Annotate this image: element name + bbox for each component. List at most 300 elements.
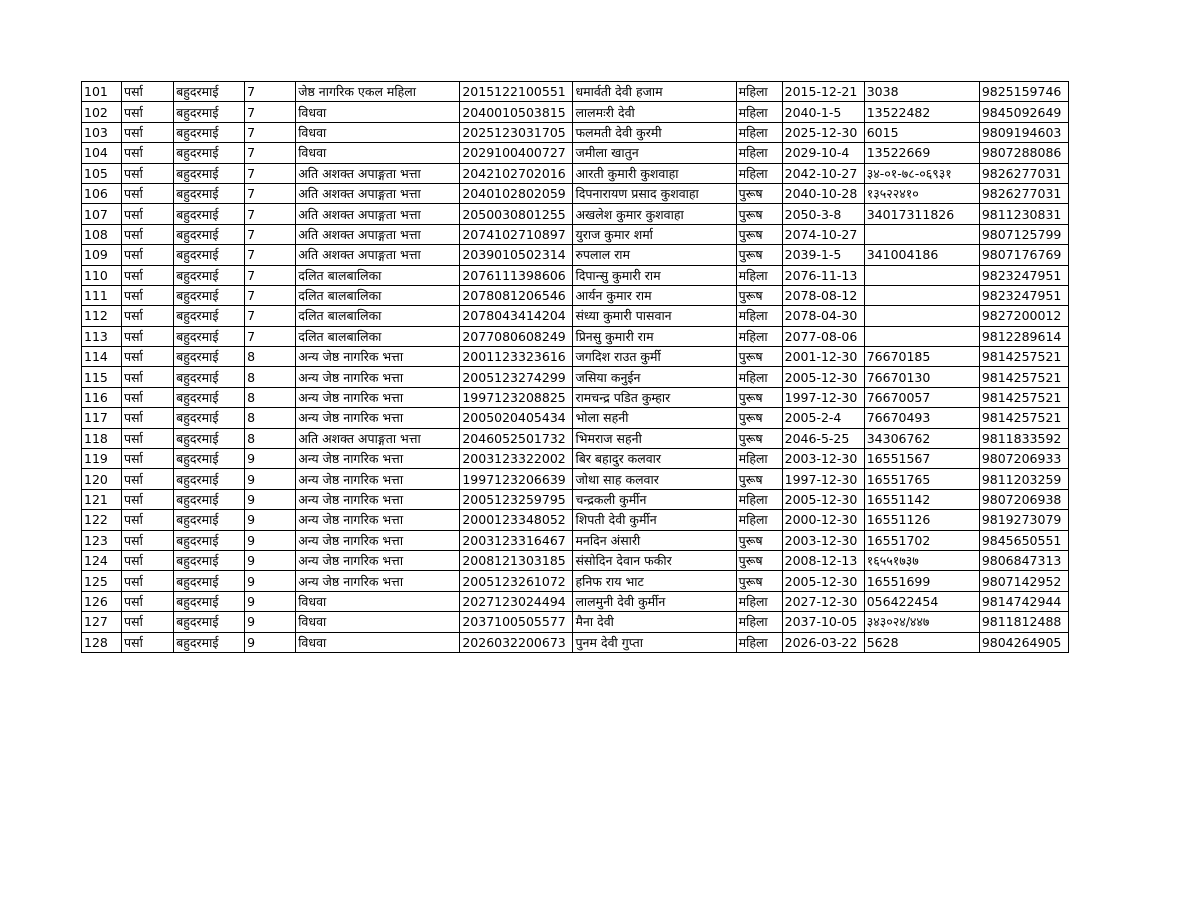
allowance-type-cell: विधवा (296, 122, 460, 142)
ward-number-cell: 7 (245, 183, 296, 203)
serial-number-cell: 103 (82, 122, 122, 142)
district-cell: पर्सा (122, 122, 174, 142)
phone-number-cell: 9806847313 (979, 550, 1068, 570)
phone-number-cell: 9811203259 (979, 469, 1068, 489)
serial-number-cell: 127 (82, 612, 122, 632)
district-cell: पर्सा (122, 102, 174, 122)
table-row (82, 163, 1069, 183)
table-row (82, 550, 1069, 570)
allowance-type-cell: अन्य जेष्ठ नागरिक भत्ता (296, 550, 460, 570)
date-cell: 2029-10-4 (782, 143, 864, 163)
certificate-number-cell: 6015 (864, 122, 979, 142)
certificate-number-cell: 76670057 (864, 387, 979, 407)
gender-cell: महिला (736, 306, 782, 326)
municipality-cell: बहुदरमाई (174, 367, 245, 387)
phone-number-cell: 9807206933 (979, 449, 1068, 469)
phone-number-cell: 9812289614 (979, 326, 1068, 346)
date-cell: 2039-1-5 (782, 245, 864, 265)
date-cell: 2074-10-27 (782, 224, 864, 244)
date-cell: 2003-12-30 (782, 449, 864, 469)
serial-number-cell: 121 (82, 489, 122, 509)
beneficiary-name-cell: भोला सहनी (573, 408, 736, 428)
municipality-cell: बहुदरमाई (174, 591, 245, 611)
phone-number-cell: 9814257521 (979, 367, 1068, 387)
serial-number-cell: 120 (82, 469, 122, 489)
date-cell: 2040-1-5 (782, 102, 864, 122)
beneficiary-name-cell: मनदिन अंसारी (573, 530, 736, 550)
gender-cell: पुरूष (736, 387, 782, 407)
id-number-cell: 2026032200673 (460, 632, 573, 652)
municipality-cell: बहुदरमाई (174, 285, 245, 305)
table-row (82, 449, 1069, 469)
date-cell: 2001-12-30 (782, 347, 864, 367)
allowance-type-cell: अन्य जेष्ठ नागरिक भत्ता (296, 510, 460, 530)
district-cell: पर्सा (122, 449, 174, 469)
serial-number-cell: 111 (82, 285, 122, 305)
ward-number-cell: 7 (245, 82, 296, 102)
municipality-cell: बहुदरमाई (174, 449, 245, 469)
certificate-number-cell: १६५५१७३७ (864, 550, 979, 570)
date-cell: 2078-04-30 (782, 306, 864, 326)
date-cell: 2005-12-30 (782, 367, 864, 387)
district-cell: पर्सा (122, 612, 174, 632)
serial-number-cell: 102 (82, 102, 122, 122)
certificate-number-cell: ३४-०१-७८-०६९३१ (864, 163, 979, 183)
date-cell: 2040-10-28 (782, 183, 864, 203)
serial-number-cell: 105 (82, 163, 122, 183)
allowance-type-cell: विधवा (296, 102, 460, 122)
allowance-type-cell: अन्य जेष्ठ नागरिक भत्ता (296, 408, 460, 428)
district-cell: पर्सा (122, 326, 174, 346)
phone-number-cell: 9807206938 (979, 489, 1068, 509)
beneficiary-name-cell: रुपलाल राम (573, 245, 736, 265)
allowance-type-cell: अति अशक्त अपाङ्गता भत्ता (296, 428, 460, 448)
allowance-type-cell: जेष्ठ नागरिक एकल महिला (296, 82, 460, 102)
district-cell: पर्सा (122, 285, 174, 305)
phone-number-cell: 9814742944 (979, 591, 1068, 611)
id-number-cell: 2005123259795 (460, 489, 573, 509)
phone-number-cell: 9811812488 (979, 612, 1068, 632)
id-number-cell: 2029100400727 (460, 143, 573, 163)
ward-number-cell: 7 (245, 122, 296, 142)
table-row (82, 285, 1069, 305)
id-number-cell: 2037100505577 (460, 612, 573, 632)
serial-number-cell: 117 (82, 408, 122, 428)
certificate-number-cell (864, 265, 979, 285)
phone-number-cell: 9807125799 (979, 224, 1068, 244)
table-row (82, 265, 1069, 285)
municipality-cell: बहुदरमाई (174, 408, 245, 428)
table-row (82, 224, 1069, 244)
phone-number-cell: 9804264905 (979, 632, 1068, 652)
certificate-number-cell (864, 306, 979, 326)
municipality-cell: बहुदरमाई (174, 224, 245, 244)
table-row (82, 347, 1069, 367)
beneficiary-name-cell: संसोदिन देवान फकीर (573, 550, 736, 570)
municipality-cell: बहुदरमाई (174, 469, 245, 489)
municipality-cell: बहुदरमाई (174, 326, 245, 346)
certificate-number-cell: 34017311826 (864, 204, 979, 224)
certificate-number-cell: 056422454 (864, 591, 979, 611)
ward-number-cell: 8 (245, 408, 296, 428)
municipality-cell: बहुदरमाई (174, 143, 245, 163)
serial-number-cell: 118 (82, 428, 122, 448)
allowance-type-cell: अन्य जेष्ठ नागरिक भत्ता (296, 469, 460, 489)
serial-number-cell: 101 (82, 82, 122, 102)
district-cell: पर्सा (122, 143, 174, 163)
certificate-number-cell: 16551702 (864, 530, 979, 550)
gender-cell: महिला (736, 591, 782, 611)
beneficiary-name-cell: पुनम देवी गुप्ता (573, 632, 736, 652)
certificate-number-cell (864, 285, 979, 305)
date-cell: 2015-12-21 (782, 82, 864, 102)
serial-number-cell: 109 (82, 245, 122, 265)
gender-cell: महिला (736, 449, 782, 469)
certificate-number-cell: 16551142 (864, 489, 979, 509)
ward-number-cell: 9 (245, 469, 296, 489)
table-row (82, 632, 1069, 652)
phone-number-cell: 9845092649 (979, 102, 1068, 122)
id-number-cell: 1997123208825 (460, 387, 573, 407)
certificate-number-cell: 16551567 (864, 449, 979, 469)
date-cell: 2026-03-22 (782, 632, 864, 652)
ward-number-cell: 7 (245, 285, 296, 305)
ward-number-cell: 8 (245, 367, 296, 387)
municipality-cell: बहुदरमाई (174, 550, 245, 570)
serial-number-cell: 125 (82, 571, 122, 591)
district-cell: पर्सा (122, 550, 174, 570)
beneficiary-name-cell: भिमराज सहनी (573, 428, 736, 448)
municipality-cell: बहुदरमाई (174, 122, 245, 142)
serial-number-cell: 119 (82, 449, 122, 469)
beneficiary-name-cell: युराज कुमार शर्मा (573, 224, 736, 244)
date-cell: 2005-12-30 (782, 571, 864, 591)
municipality-cell: बहुदरमाई (174, 347, 245, 367)
beneficiary-table (81, 81, 1069, 653)
date-cell: 2025-12-30 (782, 122, 864, 142)
date-cell: 1997-12-30 (782, 387, 864, 407)
certificate-number-cell: 16551699 (864, 571, 979, 591)
date-cell: 2005-2-4 (782, 408, 864, 428)
certificate-number-cell: 76670493 (864, 408, 979, 428)
gender-cell: महिला (736, 163, 782, 183)
serial-number-cell: 122 (82, 510, 122, 530)
table-row (82, 245, 1069, 265)
municipality-cell: बहुदरमाई (174, 204, 245, 224)
district-cell: पर्सा (122, 469, 174, 489)
ward-number-cell: 7 (245, 163, 296, 183)
gender-cell: महिला (736, 326, 782, 346)
district-cell: पर्सा (122, 571, 174, 591)
phone-number-cell: 9826277031 (979, 183, 1068, 203)
beneficiary-name-cell: प्रिनसु कुमारी राम (573, 326, 736, 346)
beneficiary-name-cell: लालमुनी देवी कुर्मीन (573, 591, 736, 611)
ward-number-cell: 8 (245, 387, 296, 407)
municipality-cell: बहुदरमाई (174, 265, 245, 285)
district-cell: पर्सा (122, 82, 174, 102)
ward-number-cell: 9 (245, 489, 296, 509)
beneficiary-name-cell: चन्द्रकली कुर्मीन (573, 489, 736, 509)
serial-number-cell: 115 (82, 367, 122, 387)
ward-number-cell: 8 (245, 347, 296, 367)
gender-cell: महिला (736, 367, 782, 387)
gender-cell: पुरूष (736, 469, 782, 489)
beneficiary-name-cell: जोथा साह कलवार (573, 469, 736, 489)
phone-number-cell: 9814257521 (979, 347, 1068, 367)
id-number-cell: 2039010502314 (460, 245, 573, 265)
date-cell: 2000-12-30 (782, 510, 864, 530)
table-body (82, 82, 1069, 653)
phone-number-cell: 9819273079 (979, 510, 1068, 530)
id-number-cell: 2040102802059 (460, 183, 573, 203)
allowance-type-cell: अन्य जेष्ठ नागरिक भत्ता (296, 530, 460, 550)
allowance-type-cell: अति अशक्त अपाङ्गता भत्ता (296, 245, 460, 265)
table-row (82, 510, 1069, 530)
serial-number-cell: 112 (82, 306, 122, 326)
ward-number-cell: 9 (245, 591, 296, 611)
beneficiary-name-cell: जगदिश राउत कुर्मी (573, 347, 736, 367)
gender-cell: पुरूष (736, 285, 782, 305)
gender-cell: महिला (736, 265, 782, 285)
district-cell: पर्सा (122, 530, 174, 550)
municipality-cell: बहुदरमाई (174, 245, 245, 265)
municipality-cell: बहुदरमाई (174, 428, 245, 448)
ward-number-cell: 7 (245, 102, 296, 122)
beneficiary-name-cell: दिपनारायण प्रसाद कुशवाहा (573, 183, 736, 203)
serial-number-cell: 124 (82, 550, 122, 570)
beneficiary-name-cell: लालमःरी देवी (573, 102, 736, 122)
date-cell: 2037-10-05 (782, 612, 864, 632)
id-number-cell: 2076111398606 (460, 265, 573, 285)
municipality-cell: बहुदरमाई (174, 387, 245, 407)
beneficiary-name-cell: हनिफ राय भाट (573, 571, 736, 591)
municipality-cell: बहुदरमाई (174, 530, 245, 550)
municipality-cell: बहुदरमाई (174, 183, 245, 203)
certificate-number-cell: 16551126 (864, 510, 979, 530)
allowance-type-cell: दलित बालबालिका (296, 306, 460, 326)
district-cell: पर्सा (122, 489, 174, 509)
id-number-cell: 2005123274299 (460, 367, 573, 387)
table-row (82, 143, 1069, 163)
serial-number-cell: 104 (82, 143, 122, 163)
phone-number-cell: 9811230831 (979, 204, 1068, 224)
allowance-type-cell: अति अशक्त अपाङ्गता भत्ता (296, 163, 460, 183)
gender-cell: महिला (736, 82, 782, 102)
allowance-type-cell: अन्य जेष्ठ नागरिक भत्ता (296, 449, 460, 469)
date-cell: 1997-12-30 (782, 469, 864, 489)
ward-number-cell: 7 (245, 326, 296, 346)
date-cell: 2076-11-13 (782, 265, 864, 285)
allowance-type-cell: अन्य जेष्ठ नागरिक भत्ता (296, 571, 460, 591)
allowance-type-cell: अति अशक्त अपाङ्गता भत्ता (296, 204, 460, 224)
municipality-cell: बहुदरमाई (174, 571, 245, 591)
ward-number-cell: 9 (245, 612, 296, 632)
allowance-type-cell: विधवा (296, 632, 460, 652)
date-cell: 2077-08-06 (782, 326, 864, 346)
gender-cell: पुरूष (736, 183, 782, 203)
id-number-cell: 2003123316467 (460, 530, 573, 550)
date-cell: 2008-12-13 (782, 550, 864, 570)
table-row (82, 102, 1069, 122)
district-cell: पर्सा (122, 306, 174, 326)
phone-number-cell: 9823247951 (979, 285, 1068, 305)
allowance-type-cell: विधवा (296, 143, 460, 163)
phone-number-cell: 9809194603 (979, 122, 1068, 142)
gender-cell: महिला (736, 122, 782, 142)
table-row (82, 122, 1069, 142)
gender-cell: महिला (736, 143, 782, 163)
certificate-number-cell: 5628 (864, 632, 979, 652)
date-cell: 2050-3-8 (782, 204, 864, 224)
serial-number-cell: 123 (82, 530, 122, 550)
gender-cell: महिला (736, 489, 782, 509)
gender-cell: महिला (736, 510, 782, 530)
beneficiary-name-cell: आरती कुमारी कुशवाहा (573, 163, 736, 183)
serial-number-cell: 126 (82, 591, 122, 611)
gender-cell: पुरूष (736, 571, 782, 591)
phone-number-cell: 9807142952 (979, 571, 1068, 591)
id-number-cell: 2025123031705 (460, 122, 573, 142)
id-number-cell: 2078081206546 (460, 285, 573, 305)
table-row (82, 326, 1069, 346)
gender-cell: पुरूष (736, 347, 782, 367)
beneficiary-name-cell: धमार्वती देवी हजाम (573, 82, 736, 102)
municipality-cell: बहुदरमाई (174, 102, 245, 122)
phone-number-cell: 9814257521 (979, 387, 1068, 407)
phone-number-cell: 9807288086 (979, 143, 1068, 163)
table-row (82, 183, 1069, 203)
date-cell: 2003-12-30 (782, 530, 864, 550)
ward-number-cell: 8 (245, 428, 296, 448)
allowance-type-cell: दलित बालबालिका (296, 326, 460, 346)
gender-cell: पुरूष (736, 428, 782, 448)
certificate-number-cell: 13522669 (864, 143, 979, 163)
district-cell: पर्सा (122, 591, 174, 611)
certificate-number-cell (864, 224, 979, 244)
district-cell: पर्सा (122, 204, 174, 224)
gender-cell: पुरूष (736, 204, 782, 224)
serial-number-cell: 108 (82, 224, 122, 244)
gender-cell: पुरूष (736, 550, 782, 570)
id-number-cell: 2001123323616 (460, 347, 573, 367)
beneficiary-name-cell: रामचन्द्र पडित कुम्हार (573, 387, 736, 407)
beneficiary-name-cell: जसिया कनुईन (573, 367, 736, 387)
table-row (82, 469, 1069, 489)
table-row (82, 612, 1069, 632)
date-cell: 2005-12-30 (782, 489, 864, 509)
table-row (82, 428, 1069, 448)
district-cell: पर्सा (122, 245, 174, 265)
serial-number-cell: 106 (82, 183, 122, 203)
beneficiary-name-cell: फलमती देवी कुरमी (573, 122, 736, 142)
district-cell: पर्सा (122, 183, 174, 203)
phone-number-cell: 9825159746 (979, 82, 1068, 102)
ward-number-cell: 7 (245, 306, 296, 326)
ward-number-cell: 9 (245, 632, 296, 652)
ward-number-cell: 7 (245, 224, 296, 244)
table-row (82, 489, 1069, 509)
municipality-cell: बहुदरमाई (174, 489, 245, 509)
table-row (82, 306, 1069, 326)
certificate-number-cell: 34306762 (864, 428, 979, 448)
serial-number-cell: 116 (82, 387, 122, 407)
id-number-cell: 2003123322002 (460, 449, 573, 469)
id-number-cell: 2040010503815 (460, 102, 573, 122)
date-cell: 2046-5-25 (782, 428, 864, 448)
municipality-cell: बहुदरमाई (174, 632, 245, 652)
district-cell: पर्सा (122, 387, 174, 407)
id-number-cell: 2000123348052 (460, 510, 573, 530)
allowance-type-cell: दलित बालबालिका (296, 285, 460, 305)
certificate-number-cell: 3038 (864, 82, 979, 102)
phone-number-cell: 9823247951 (979, 265, 1068, 285)
serial-number-cell: 110 (82, 265, 122, 285)
ward-number-cell: 7 (245, 204, 296, 224)
id-number-cell: 2050030801255 (460, 204, 573, 224)
allowance-type-cell: विधवा (296, 591, 460, 611)
table-row (82, 408, 1069, 428)
phone-number-cell: 9807176769 (979, 245, 1068, 265)
gender-cell: पुरूष (736, 408, 782, 428)
municipality-cell: बहुदरमाई (174, 82, 245, 102)
table-row (82, 367, 1069, 387)
phone-number-cell: 9814257521 (979, 408, 1068, 428)
id-number-cell: 2046052501732 (460, 428, 573, 448)
beneficiary-name-cell: संध्या कुमारी पासवान (573, 306, 736, 326)
certificate-number-cell (864, 326, 979, 346)
certificate-number-cell: 76670185 (864, 347, 979, 367)
table-row (82, 571, 1069, 591)
ward-number-cell: 9 (245, 510, 296, 530)
phone-number-cell: 9811833592 (979, 428, 1068, 448)
id-number-cell: 2077080608249 (460, 326, 573, 346)
allowance-type-cell: अति अशक्त अपाङ्गता भत्ता (296, 224, 460, 244)
municipality-cell: बहुदरमाई (174, 306, 245, 326)
ward-number-cell: 9 (245, 571, 296, 591)
beneficiary-name-cell: अखलेश कुमार कुशवाहा (573, 204, 736, 224)
gender-cell: पुरूष (736, 530, 782, 550)
certificate-number-cell: 16551765 (864, 469, 979, 489)
beneficiary-name-cell: जमीला खातुन (573, 143, 736, 163)
date-cell: 2027-12-30 (782, 591, 864, 611)
ward-number-cell: 7 (245, 245, 296, 265)
ward-number-cell: 7 (245, 143, 296, 163)
certificate-number-cell: 76670130 (864, 367, 979, 387)
district-cell: पर्सा (122, 163, 174, 183)
phone-number-cell: 9845650551 (979, 530, 1068, 550)
gender-cell: महिला (736, 632, 782, 652)
id-number-cell: 2078043414204 (460, 306, 573, 326)
table-row (82, 591, 1069, 611)
district-cell: पर्सा (122, 510, 174, 530)
gender-cell: पुरूष (736, 245, 782, 265)
certificate-number-cell: १३५२२४१० (864, 183, 979, 203)
beneficiary-name-cell: शिपती देवी कुर्मीन (573, 510, 736, 530)
gender-cell: महिला (736, 612, 782, 632)
date-cell: 2042-10-27 (782, 163, 864, 183)
serial-number-cell: 113 (82, 326, 122, 346)
certificate-number-cell: 13522482 (864, 102, 979, 122)
serial-number-cell: 128 (82, 632, 122, 652)
serial-number-cell: 114 (82, 347, 122, 367)
id-number-cell: 1997123206639 (460, 469, 573, 489)
beneficiary-name-cell: मैना देवी (573, 612, 736, 632)
id-number-cell: 2008121303185 (460, 550, 573, 570)
id-number-cell: 2042102702016 (460, 163, 573, 183)
gender-cell: महिला (736, 102, 782, 122)
id-number-cell: 2074102710897 (460, 224, 573, 244)
allowance-type-cell: अन्य जेष्ठ नागरिक भत्ता (296, 347, 460, 367)
